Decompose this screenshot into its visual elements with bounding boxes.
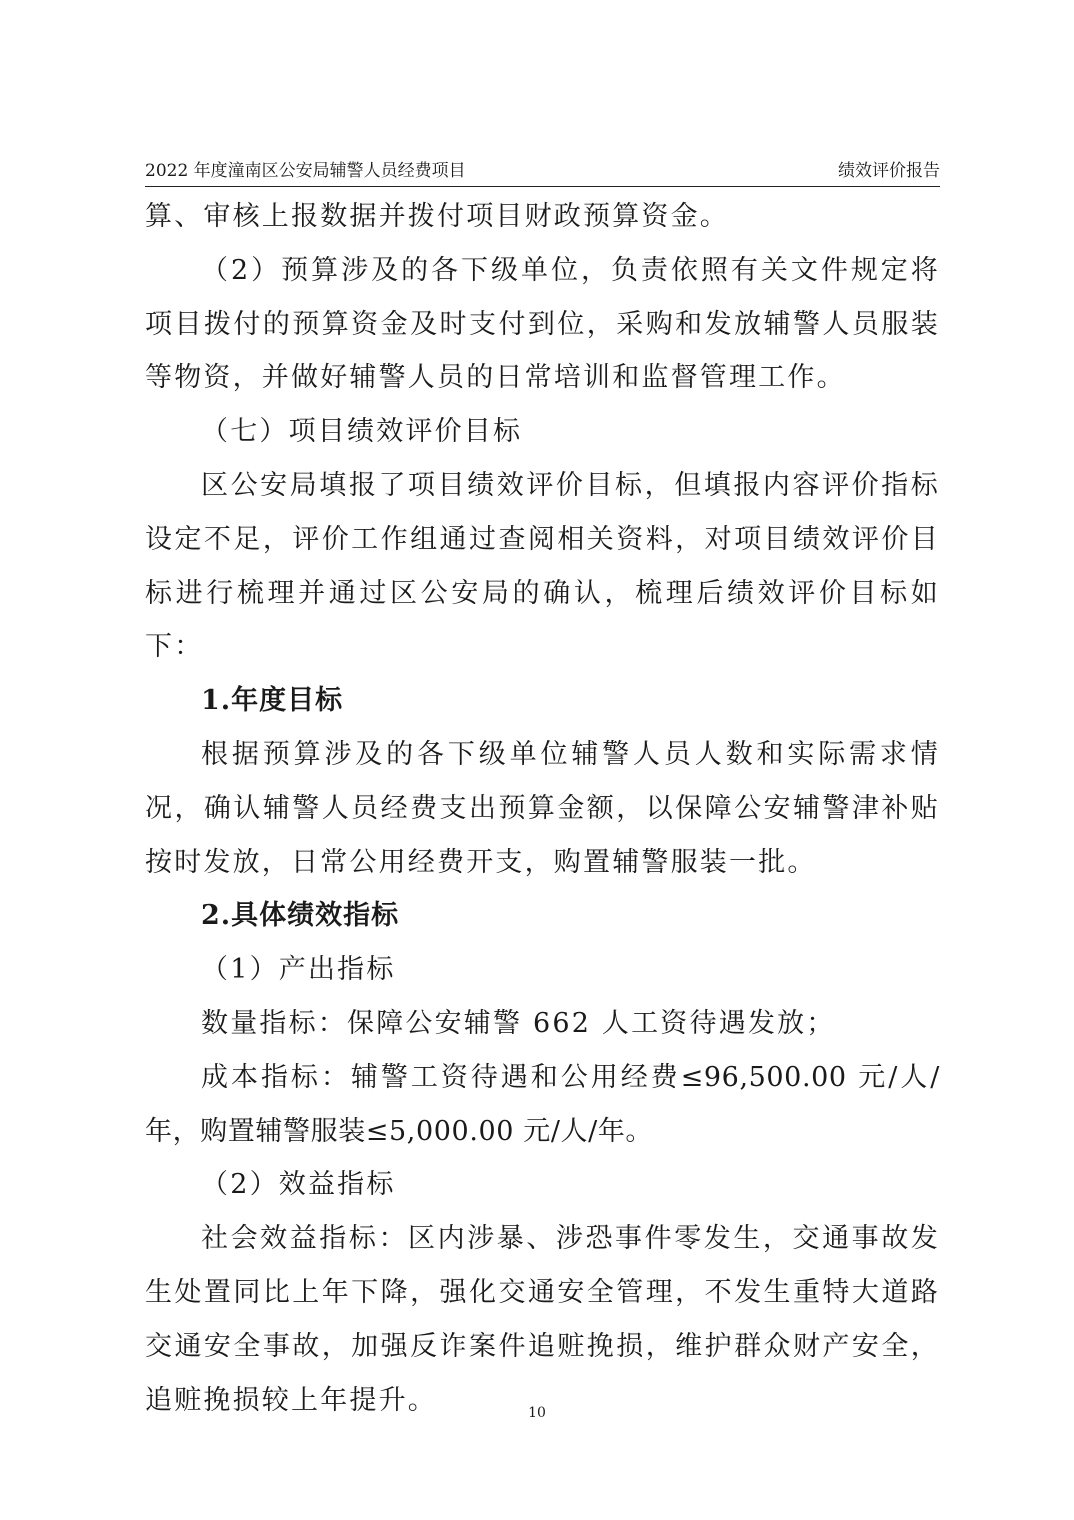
body-text <box>145 190 940 1427</box>
paragraph-quantity-indicator: 数量指标：保障公安辅警 662 人工资待遇发放； <box>201 1007 836 1039</box>
subheading-benefit-indicators: （2）效益指标 <box>201 1169 396 1201</box>
paragraph-cost-indicator: 成本指标：辅警工资待遇和公用经费≤96,500.00 元/人/年，购置辅警服装≤5,000.00 元/人/年。 <box>145 1061 940 1147</box>
heading-annual-goal: 1.年度目标 <box>201 685 344 717</box>
paragraph-subordinate-units: （2）预算涉及的各下级单位，负责依照有关文件规定将项目拨付的预算资金及时支付到位，采购和发放辅警人员服装等物资，并做好辅警人员的日常培训和监督管理工作。 <box>145 254 940 394</box>
header-project-title: 2022 年度潼南区公安局辅警人员经费项目 <box>145 161 466 181</box>
paragraph-goal-review: 区公安局填报了项目绩效评价目标，但填报内容评价指标设定不足，评价工作组通过查阅相关资料，对项目绩效评价目标进行梳理并通过区公安局的确认，梳理后绩效评价目标如下： <box>145 469 940 663</box>
section-heading-goals: （七）项目绩效评价目标 <box>201 416 523 448</box>
page-header <box>145 158 940 187</box>
paragraph-social-benefit: 社会效益指标：区内涉暴、涉恐事件零发生，交通事故发生处置同比上年下降，强化交通安全管理，不发生重特大道路交通安全事故，加强反诈案件追赃挽损，维护群众财产安全，追赃挽损较上年提升。 <box>145 1223 940 1416</box>
subheading-output-indicators: （1）产出指标 <box>201 954 396 986</box>
page-number: 10 <box>528 1405 546 1421</box>
heading-performance-indicators: 2.具体绩效指标 <box>201 900 400 932</box>
header-report-title: 绩效评价报告 <box>838 161 940 181</box>
paragraph-continuation: 算、审核上报数据并拨付项目财政预算资金。 <box>145 201 729 232</box>
paragraph-annual-goal: 根据预算涉及的各下级单位辅警人员人数和实际需求情况，确认辅警人员经费支出预算金额，以保障公安辅警津补贴按时发放，日常公用经费开支，购置辅警服装一批。 <box>145 738 940 878</box>
